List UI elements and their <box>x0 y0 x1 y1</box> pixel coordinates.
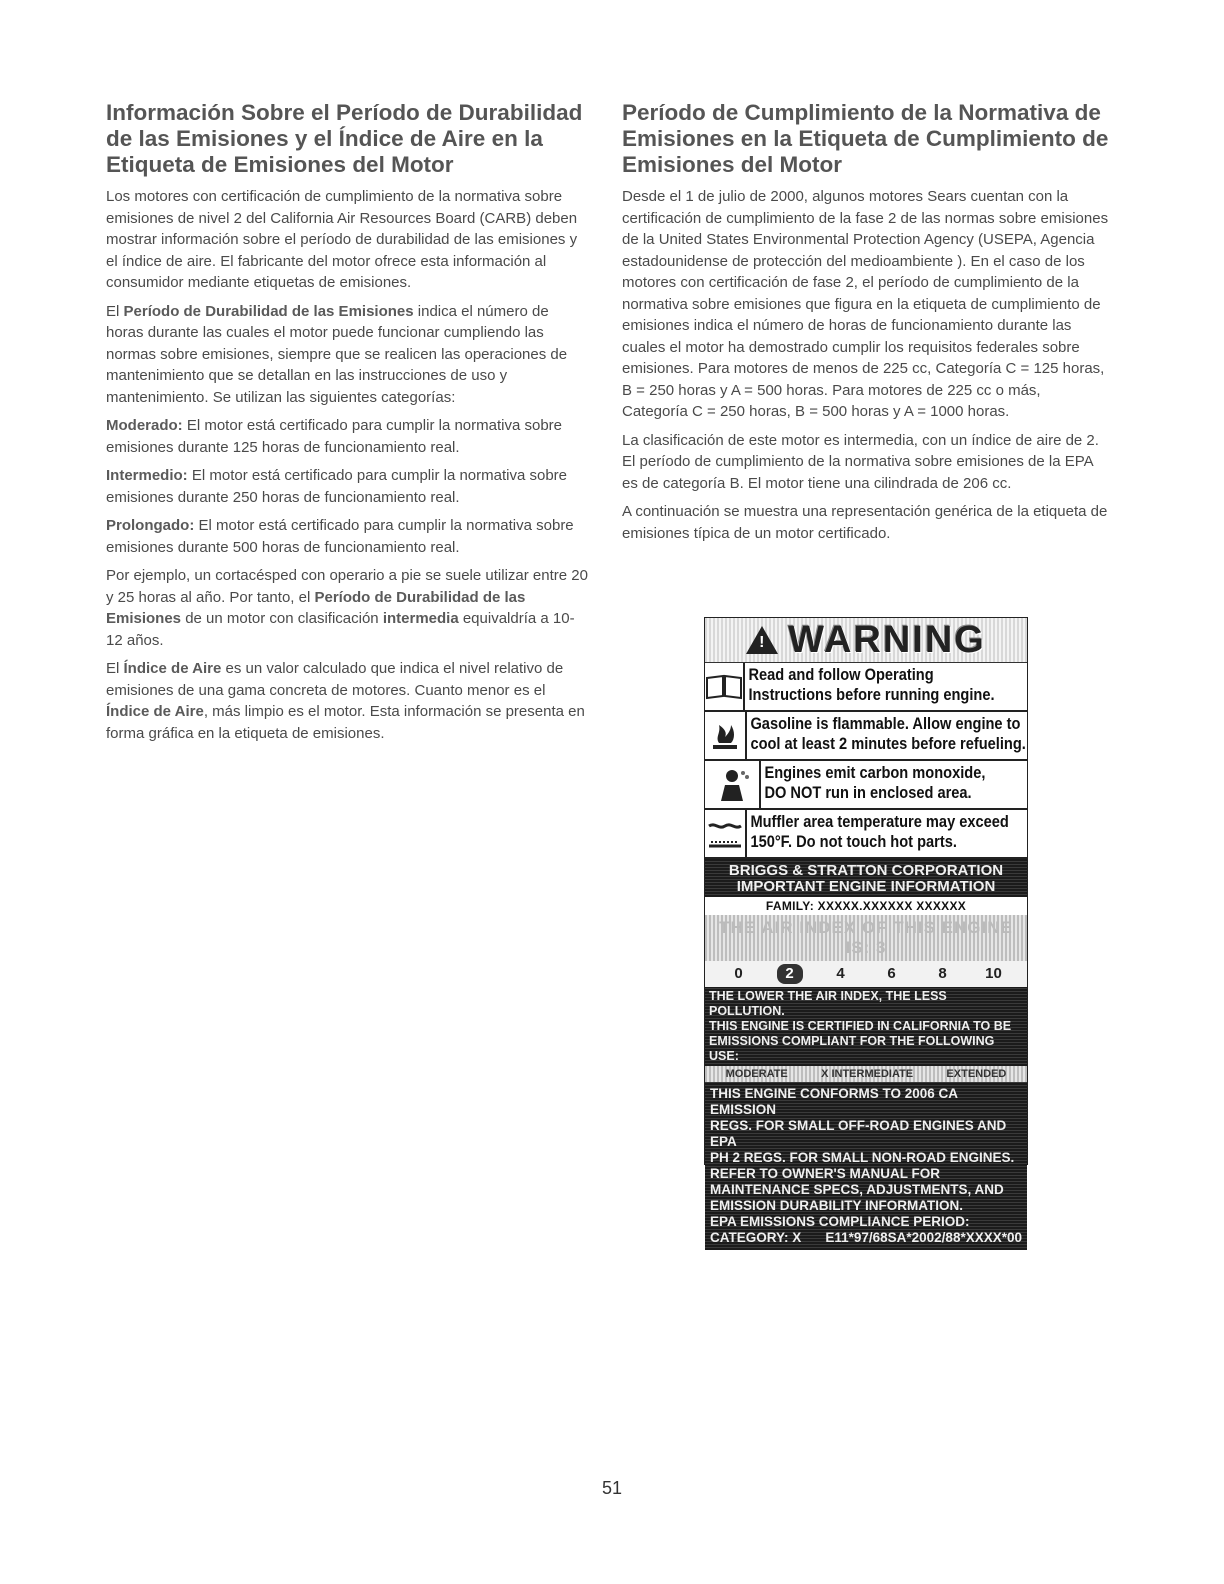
scale-value-10: 10 <box>985 965 1002 982</box>
briggs-header <box>705 859 1027 897</box>
scale-value-0: 0 <box>734 965 743 982</box>
category-text: CATEGORY: X <box>710 1230 802 1245</box>
warning-row-manual-line-1: Read and follow Operating <box>748 665 934 684</box>
air-index-header: THE AIR INDEX OF THIS ENGINE IS: 3 <box>705 915 1027 961</box>
certification-block <box>705 987 1027 1066</box>
family-line: FAMILY: XXXXX.XXXXXX XXXXXX <box>765 899 967 913</box>
lower-pollution-line: THE LOWER THE AIR INDEX, THE LESS POLLUTION. <box>709 989 947 1018</box>
left-paragraph-1: Los motores con certificación de cumplimiento de la normativa sobre emisiones de nivel 2 del California Air Resources Board (CARB) deben mostrar información sobre el período de durabilidad de las emisiones y el índice de aire. El fabricante del motor ofrece esta información al consumidor mediante etiquetas de emisiones. <box>106 188 578 291</box>
scale-value-8: 8 <box>938 965 947 982</box>
emissions-label <box>704 617 1028 1245</box>
warning-row-manual <box>705 663 1027 712</box>
conformity-line-6: EMISSION DURABILITY INFORMATION. <box>710 1198 963 1213</box>
warning-row-fire-line-1: Gasoline is flammable. Allow engine to <box>750 714 1021 733</box>
left-paragraph-4: El Índice de Aire es un valor calculado que indica el nivel relativo de emisiones de una gama concreta de motores. Cuanto menor es el Índice de Aire, más limpio es el motor. Esta información se presenta en forma gráfica en la etiqueta de emisiones. <box>106 660 585 742</box>
carbon-monoxide-icon <box>705 761 761 808</box>
right-column <box>622 100 1110 551</box>
prolongado-paragraph: Prolongado: El motor está certificado para cumplir la normativa sobre emisiones durante 500 horas de funcionamiento real. <box>106 517 574 556</box>
manual-book-icon <box>705 663 745 710</box>
use-extended: EXTENDED <box>946 1068 1007 1080</box>
air-index-scale <box>705 961 1027 987</box>
left-paragraph-2: El Período de Durabilidad de las Emisiones indica el número de horas durante las cuales el motor puede funcionar cumpliendo las normas sobre emisiones, siempre que se realicen las operaciones de mantenimiento que se detallan en las instrucciones de uso y mantenimiento. Se utilizan las siguientes categorías: <box>106 302 568 406</box>
hot-surface-icon <box>705 810 747 857</box>
conformity-line-5: MAINTENANCE SPECS, ADJUSTMENTS, AND <box>710 1182 1004 1197</box>
scale-value-4: 4 <box>836 965 845 982</box>
warning-row-manual-line-2: Instructions before running engine. <box>748 685 995 704</box>
intermedio-paragraph: Intermedio: El motor está certificado para cumplir la normativa sobre emisiones durante 250 horas de funcionamiento real. <box>106 467 568 506</box>
conformity-line-3: PH 2 REGS. FOR SMALL NON-ROAD ENGINES. <box>710 1150 1015 1165</box>
conformity-line-1: THIS ENGINE CONFORMS TO 2006 CA EMISSION <box>710 1086 958 1117</box>
warning-row-co <box>705 761 1027 810</box>
fire-hazard-icon <box>705 712 747 759</box>
briggs-line-2: IMPORTANT ENGINE INFORMATION <box>736 878 996 895</box>
use-moderate: MODERATE <box>725 1068 788 1080</box>
scale-value-2-highlighted: 2 <box>777 964 803 984</box>
certification-code: E11*97/68SA*2002/88*XXXX*00 <box>825 1230 1022 1245</box>
left-column <box>106 100 590 751</box>
right-paragraph-1: Desde el 1 de julio de 2000, algunos motores Sears cuentan con la certificación de cumplimiento de la fase 2 de las normas sobre emisiones de la United States Environmental Protection Agency (USEPA, Agencia estadounidense de protección del medioambiente ). En el caso de los motores con certificación de fase 2, el período de cumplimiento de la normativa sobre emisiones que figura en la etiqueta de cumplimiento de emisiones indica el número de horas de funcionamiento durante las cuales el motor ha demostrado cumplir los requisitos federales sobre emisiones. Para motores de menos de 225 cc, Categoría C = 125 horas, B = 250 horas y A = 500 horas. Para motores de 225 cc o más, Categoría C = 250 horas, B = 500 horas y A = 1000 horas. <box>622 188 1109 420</box>
conformity-block <box>705 1082 1027 1250</box>
warning-row-co-line-2: DO NOT run in enclosed area. <box>764 783 972 802</box>
left-paragraph-3: Por ejemplo, un cortacésped con operario a pie se suele utilizar entre 20 y 25 horas al año. Por tanto, el Período de Durabilidad de las Emisiones de un motor con clasificación intermedia equivaldría a 10-12 años. <box>106 567 588 649</box>
use-options <box>705 1066 1027 1082</box>
warning-title: WARNING <box>788 618 986 661</box>
right-paragraph-2: La clasificación de este motor es intermedia, con un índice de aire de 2. El período de cumplimiento de la normativa sobre emisiones de la EPA es de categoría B. El motor tiene una cilindrada de 206 cc. <box>622 431 1099 492</box>
certified-line-2: EMISSIONS COMPLIANT FOR THE FOLLOWING USE: <box>709 1034 995 1063</box>
page-number: 51 <box>601 1478 623 1498</box>
certified-line-1: THIS ENGINE IS CERTIFIED IN CALIFORNIA TO BE <box>709 1019 1012 1033</box>
moderado-paragraph: Moderado: El motor está certificado para cumplir la normativa sobre emisiones durante 125 horas de funcionamiento real. <box>106 417 562 456</box>
conformity-line-7: EPA EMISSIONS COMPLIANCE PERIOD: <box>710 1214 970 1229</box>
warning-row-co-line-1: Engines emit carbon monoxide, <box>764 763 986 782</box>
conformity-line-2: REGS. FOR SMALL OFF-ROAD ENGINES AND EPA <box>710 1118 1007 1149</box>
briggs-line-1: BRIGGS & STRATTON CORPORATION <box>728 862 1004 879</box>
warning-row-hot <box>705 810 1027 859</box>
warning-header <box>705 618 1027 663</box>
warning-row-fire <box>705 712 1027 761</box>
warning-row-hot-line-2: 150°F. Do not touch hot parts. <box>750 832 957 851</box>
warning-triangle-icon: ! <box>746 626 778 654</box>
right-heading: Período de Cumplimiento de la Normativa de Emisiones en la Etiqueta de Cumplimiento de Emisiones del Motor <box>622 100 1109 177</box>
use-intermediate: X INTERMEDIATE <box>821 1068 914 1080</box>
scale-value-6: 6 <box>887 965 896 982</box>
category-line <box>710 1230 1022 1246</box>
left-heading: Información Sobre el Período de Durabilidad de las Emisiones y el Índice de Aire en la Etiqueta de Emisiones del Motor <box>106 100 583 177</box>
warning-row-hot-line-1: Muffler area temperature may exceed <box>750 812 1009 831</box>
conformity-line-4: REFER TO OWNER'S MANUAL FOR <box>710 1166 940 1181</box>
right-paragraph-3: A continuación se muestra una representación genérica de la etiqueta de emisiones típica de un motor certificado. <box>622 503 1108 542</box>
warning-row-fire-line-2: cool at least 2 minutes before refueling. <box>750 734 1026 753</box>
